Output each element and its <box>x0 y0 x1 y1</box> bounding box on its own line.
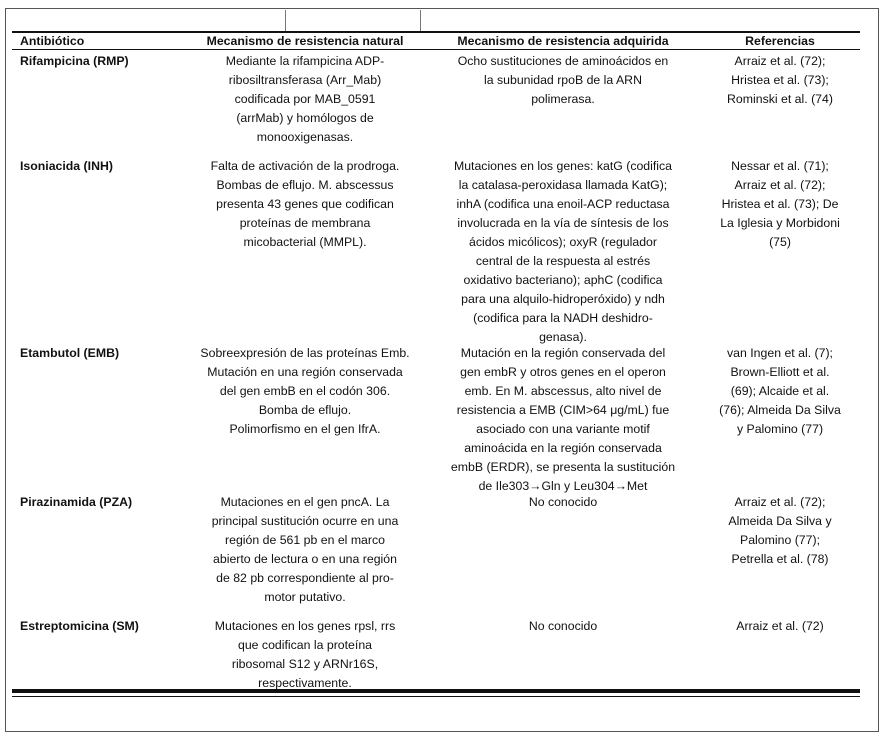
row-isoniacida-references <box>705 157 855 252</box>
text-line: Bomba de eflujo. <box>258 403 352 417</box>
text-line: Polimorfismo en el gen IfrA. <box>229 422 381 436</box>
text-line: Nessar et al. (71); <box>731 159 829 173</box>
header-references: Referencias <box>745 34 815 48</box>
text-line: inhA (codifica una enoil-ACP reductasa <box>456 197 670 211</box>
row-estreptomicina-acquired <box>436 617 690 636</box>
text-line: ribosomal S12 y ARNr16S, <box>231 657 379 671</box>
row-rifampicina-natural <box>180 52 430 147</box>
text-line: motor putativo. <box>264 590 346 604</box>
header-natural: Mecanismo de resistencia natural <box>206 34 404 48</box>
text-line: Ocho sustituciones de aminoácidos en <box>457 54 669 68</box>
row-pirazinamida-antibiotic: Pirazinamida (PZA) <box>20 495 133 509</box>
top-fragment-mark <box>420 10 421 32</box>
row-estreptomicina-natural <box>180 617 430 693</box>
text-line: Almeida Da Silva y <box>728 514 832 528</box>
table-header-rule <box>12 49 860 50</box>
text-line: involucrada en la vía de síntesis de los <box>457 216 669 230</box>
text-line: de 82 pb correspondiente al pro- <box>216 571 394 585</box>
text-line: van Ingen et al. (7); <box>727 346 833 360</box>
text-line: oxidativo bacteriano); aphC (codifica <box>463 273 663 287</box>
text-line: Mediante la rifampicina ADP- <box>225 54 385 68</box>
text-line: para una alquilo-hidroperóxido) y ndh <box>461 292 665 306</box>
table-bottom-rule <box>12 689 860 693</box>
text-line: que codifican la proteína <box>238 638 372 652</box>
row-pirazinamida-natural <box>180 493 430 607</box>
text-line: Falta de activación de la prodroga. <box>210 159 400 173</box>
row-isoniacida-natural <box>180 157 430 252</box>
text-line: (75) <box>769 235 791 249</box>
text-line: asociado con una variante motif <box>476 422 650 436</box>
row-isoniacida-antibiotic: Isoniacida (INH) <box>20 159 113 173</box>
row-pirazinamida-references <box>705 493 855 569</box>
text-line: Mutación en una región conservada <box>207 365 403 379</box>
text-line: Arraiz et al. (72); <box>734 495 826 509</box>
row-rifampicina-references <box>705 52 855 109</box>
text-line: de Ile303→Gln y Leu304→Met <box>478 479 648 493</box>
text-line: gen embR y otros genes en el operon <box>460 365 666 379</box>
text-line: (arrMab) y homólogos de <box>236 111 374 125</box>
text-line: Arraiz et al. (72) <box>736 619 824 633</box>
text-line: Mutación en la región conservada del <box>460 346 666 360</box>
text-line: del gen embB en el codón 306. <box>219 384 391 398</box>
text-line: No conocido <box>528 495 598 509</box>
text-line: central de la respuesta al estrés <box>475 254 651 268</box>
text-line: Arraiz et al. (72); <box>734 178 826 192</box>
text-line: polimerasa. <box>531 92 595 106</box>
text-line: respectivamente. <box>258 676 352 690</box>
row-estreptomicina-antibiotic: Estreptomicina (SM) <box>20 619 139 633</box>
header-acquired: Mecanismo de resistencia adquirida <box>457 34 669 48</box>
text-line: codificada por MAB_0591 <box>234 92 376 106</box>
row-estreptomicina-references <box>705 617 855 636</box>
row-etambutol-natural <box>180 344 430 439</box>
text-line: Hristea et al. (73); De <box>721 197 839 211</box>
top-fragment-mark <box>285 10 286 32</box>
row-pirazinamida-acquired <box>436 493 690 512</box>
text-line: La Iglesia y Morbidoni <box>720 216 840 230</box>
text-line: micobacterial (MMPL). <box>243 235 367 249</box>
text-line: genasa). <box>539 330 587 344</box>
row-rifampicina-acquired <box>436 52 690 109</box>
text-line: abierto de lectura o en una región <box>213 552 397 566</box>
text-line: Sobreexpresión de las proteínas Emb. <box>200 346 410 360</box>
text-line: Petrella et al. (78) <box>731 552 829 566</box>
header-antibiotic: Antibiótico <box>20 34 85 48</box>
text-line: la subunidad rpoB de la ARN <box>484 73 642 87</box>
text-line: Mutaciones en los genes: katG (codifica <box>453 159 673 173</box>
text-line: Arraiz et al. (72); <box>734 54 826 68</box>
text-line: Rominski et al. (74) <box>727 92 833 106</box>
text-line: aminoácida en la región conservada <box>464 441 662 455</box>
text-line: resistencia a EMB (CIM>64 μg/mL) fue <box>456 403 670 417</box>
text-line: principal sustitución ocurre en una <box>211 514 399 528</box>
text-line: Brown-Elliott et al. <box>730 365 830 379</box>
text-line: Mutaciones en el gen pncA. La <box>220 495 390 509</box>
text-line: (codifica para la NADH deshidro- <box>473 311 653 325</box>
row-etambutol-acquired <box>436 344 690 496</box>
row-etambutol-antibiotic: Etambutol (EMB) <box>20 346 120 360</box>
row-rifampicina-antibiotic: Rifampicina (RMP) <box>20 54 129 68</box>
text-line: presenta 43 genes que codifican <box>216 197 394 211</box>
text-line: monooxigenasas. <box>256 130 354 144</box>
text-line: región de 561 pb en el marco <box>225 533 385 547</box>
text-line: (69); Alcaide et al. <box>730 384 830 398</box>
text-line: y Palomino (77) <box>736 422 824 436</box>
table-bottom-rule-thin <box>12 696 860 697</box>
text-line: No conocido <box>528 619 598 633</box>
text-line: emb. En M. abscessus, alto nivel de <box>464 384 662 398</box>
text-line: (76); Almeida Da Silva <box>719 403 841 417</box>
text-line: Hristea et al. (73); <box>731 73 829 87</box>
text-line: Mutaciones en los genes rpsl, rrs <box>214 619 396 633</box>
text-line: ribosiltransferasa (Arr_Mab) <box>228 73 382 87</box>
text-line: embB (ERDR), se presenta la sustitución <box>450 460 676 474</box>
text-line: la catalasa-peroxidasa llamada KatG); <box>458 178 668 192</box>
text-line: ácidos micólicos); oxyR (regulador <box>469 235 657 249</box>
text-line: Bombas de eflujo. M. abscessus <box>216 178 394 192</box>
text-line: Palomino (77); <box>740 533 820 547</box>
row-isoniacida-acquired <box>436 157 690 347</box>
row-etambutol-references <box>705 344 855 439</box>
text-line: proteínas de membrana <box>239 216 371 230</box>
